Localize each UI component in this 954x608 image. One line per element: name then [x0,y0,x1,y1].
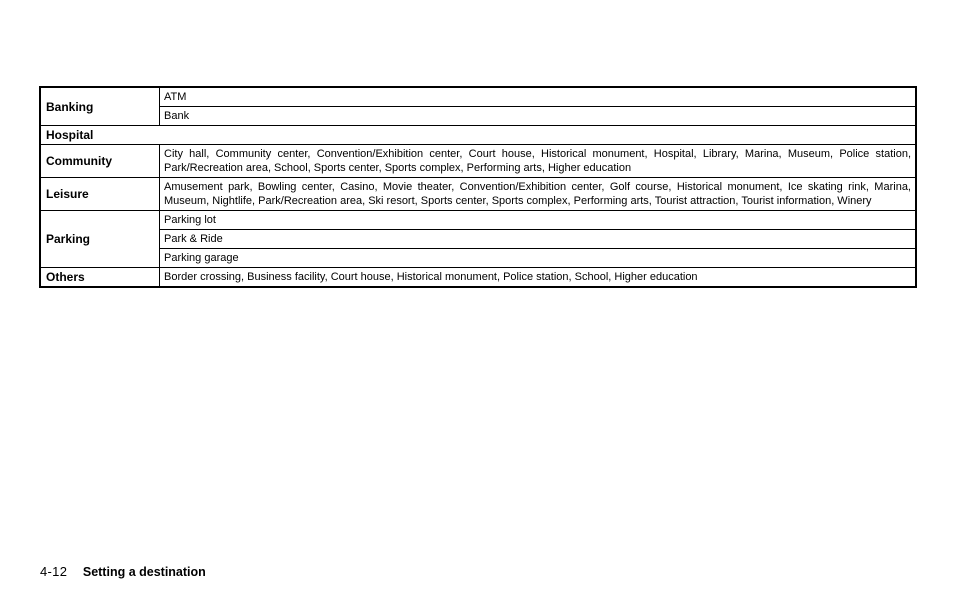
category-banking: Banking [40,87,160,126]
category-parking: Parking [40,211,160,268]
table-row [40,211,916,230]
community-items: City hall, Community center, Convention/Exhibition center, Court house, Historical monument, Hospital, Library, Marina, Museum, Police station, Park/Recreation area, School, Sports center, Sports complex, Performing arts, Higher education [160,145,917,178]
category-others: Others [40,268,160,288]
table-row [40,249,916,268]
table-row [40,230,916,249]
category-community: Community [40,145,160,178]
table-row [40,268,916,288]
table-row [40,145,916,178]
table-row [40,107,916,126]
others-items: Border crossing, Business facility, Court house, Historical monument, Police station, School, Higher education [160,268,917,288]
category-leisure: Leisure [40,178,160,211]
category-hospital: Hospital [40,126,916,145]
subcategory-parking-garage: Parking garage [160,249,917,268]
poi-category-table [39,86,917,288]
subcategory-park-and-ride: Park & Ride [160,230,917,249]
table-row [40,126,916,145]
subcategory-bank: Bank [160,107,917,126]
subcategory-atm: ATM [160,87,917,107]
page-number: 4-12 [40,564,68,579]
page-footer [40,564,206,579]
leisure-items: Amusement park, Bowling center, Casino, Movie theater, Convention/Exhibition center, Golf course, Historical monument, Ice skating rink, Marina, Museum, Nightlife, Park/Recreation area, Ski resort, Sports center, Sports complex, Performing arts, Tourist attraction, Tourist information, Winery [160,178,917,211]
subcategory-parking-lot: Parking lot [160,211,917,230]
table-row [40,87,916,107]
section-title: Setting a destination [82,565,206,579]
table-row [40,178,916,211]
